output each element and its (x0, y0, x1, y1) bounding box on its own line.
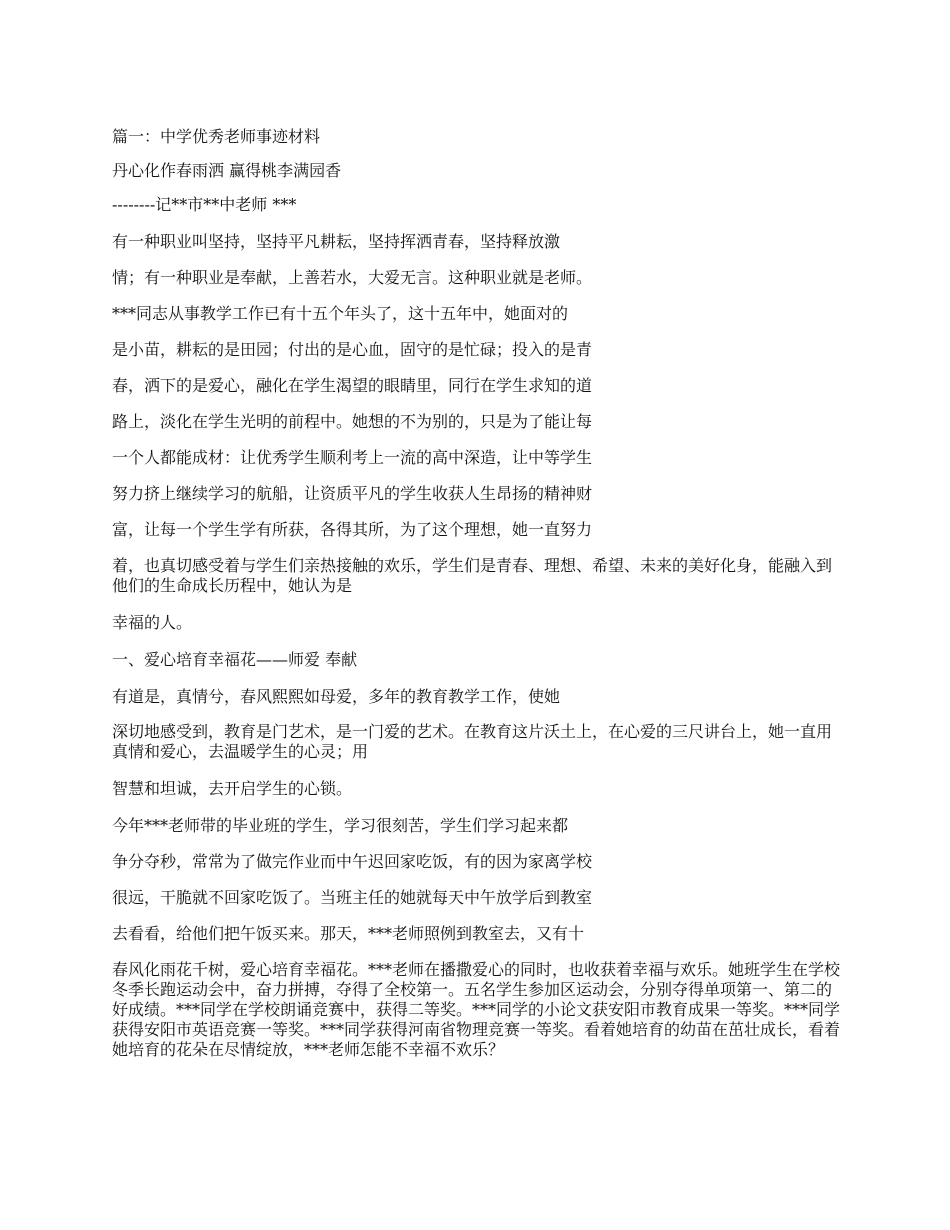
text-line: 很远，干脆就不回家吃饭了。当班主任的她就每天中午放学后到教室 (112, 888, 593, 907)
text-line: 路上，淡化在学生光明的前程中。她想的不为别的，只是为了能让每 (112, 412, 593, 431)
article-byline: --------记**市**中老师 *** (112, 195, 297, 214)
text-line: 情；有一种职业是奉献，上善若水，大爱无言。这种职业就是老师。 (112, 268, 593, 287)
text-line: 一个人都能成材：让优秀学生顺利考上一流的高中深造，让中等学生 (112, 448, 593, 467)
section-heading: 篇一：中学优秀老师事迹材料 (112, 127, 321, 146)
text-line: 富，让每一个学生学有所获，各得其所，为了这个理想，她一直努力 (112, 520, 593, 539)
text-line: 智慧和坦诚，去开启学生的心锁。 (112, 779, 353, 798)
text-line: 春，洒下的是爱心，融化在学生渴望的眼睛里，同行在学生求知的道 (112, 376, 593, 395)
text-line: 今年***老师带的毕业班的学生，学习很刻苦，学生们学习起来都 (112, 816, 569, 835)
text-line: 幸福的人。 (112, 613, 193, 632)
article-title: 丹心化作春雨洒 赢得桃李满园香 (112, 161, 342, 180)
text-line: 有道是，真情兮，春风熙熙如母爱，多年的教育教学工作，使她 (112, 687, 561, 706)
text-line: 争分夺秒，常常为了做完作业而中午迟回家吃饭，有的因为家离学校 (112, 852, 593, 871)
subsection-heading: 一、爱心培育幸福花——师爱 奉献 (112, 650, 358, 669)
text-paragraph: 着，也真切感受着与学生们亲热接触的欢乐，学生们是青春、理想、希望、未来的美好化身，能融入到他们的生命成长历程中，她认为是 (112, 556, 833, 595)
text-line: ***同志从事教学工作已有十五个年头了，这十五年中，她面对的 (112, 304, 569, 323)
text-line: 努力挤上继续学习的航船，让资质平凡的学生收获人生昂扬的精神财 (112, 484, 593, 503)
text-line: 有一种职业叫坚持，坚持平凡耕耘，坚持挥洒青春，坚持释放激 (112, 232, 561, 251)
text-paragraph: 深切地感受到，教育是门艺术，是一门爱的艺术。在教育这片沃土上，在心爱的三尺讲台上，她一直用真情和爱心，去温暖学生的心灵；用 (112, 722, 833, 761)
text-line: 是小苗，耕耘的是田园；付出的是心血，固守的是忙碌；投入的是青 (112, 340, 593, 359)
text-line: 去看看，给他们把午饭买来。那天，***老师照例到教室去，又有十 (112, 924, 585, 943)
text-paragraph: 春风化雨花千树，爱心培育幸福花。***老师在播撒爱心的同时，也收获着幸福与欢乐。她班学生在学校冬季长跑运动会中，奋力拼搏，夺得了全校第一。五名学生参加区运动会，分别夺得单项第一、第二的好成绩。***同学在学校朗诵竞赛中，获得二等奖。***同学的小论文获安阳市教育成果一等奖。***同学获得安阳市英语竞赛一等奖。***同学获得河南省物理竞赛一等奖。看着她培育的幼苗在茁壮成长，看着她培育的花朵在尽情绽放，***老师怎能不幸福不欢乐？ (112, 960, 841, 1059)
